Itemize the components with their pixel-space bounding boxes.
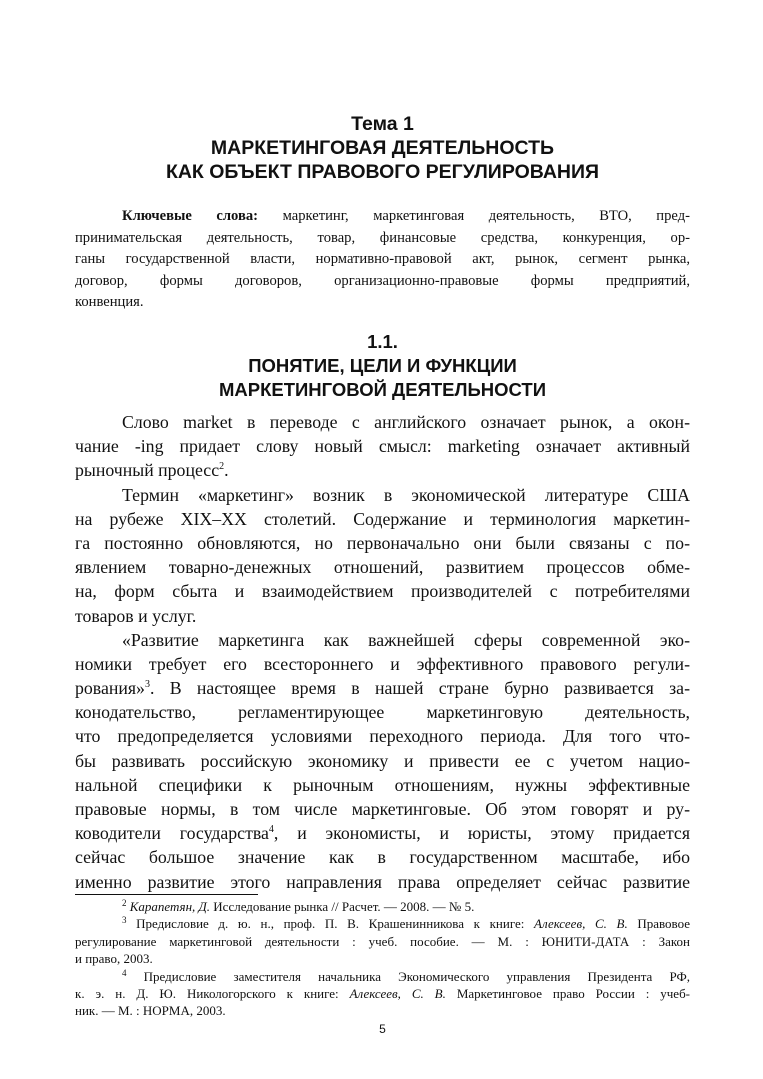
- paragraph-line: га постоянно обновляются, но первоначально они были связаны с по-: [75, 532, 690, 553]
- paragraph-line: на рубеже XIX–XX столетий. Содержание и терминология маркетин-: [75, 508, 690, 529]
- section-heading: [75, 330, 690, 402]
- topic-title-line-1: МАРКЕТИНГОВАЯ ДЕЯТЕЛЬНОСТЬ: [210, 137, 555, 159]
- paragraph-line: чание -ing придает слову новый смысл: marketing означает активный: [75, 436, 690, 457]
- section-title-line-2: МАРКЕТИНГОВОЙ ДЕЯТЕЛЬНОСТИ: [218, 379, 547, 400]
- paragraph-line: рыночный процесс$^2$.: [75, 460, 229, 481]
- paragraph-line: явлением товарно-денежных отношений, развитием процессов обме-: [75, 557, 690, 578]
- body-text: [75, 410, 690, 894]
- paragraph-line: Термин «маркетинг» возник в экономической литературе США: [122, 484, 690, 505]
- footnote-3-line: и право, 2003.: [75, 951, 153, 967]
- keywords-line: договор, формы договоров, организационно-правовые формы предприятий,: [75, 272, 690, 289]
- footnotes: [75, 898, 690, 1020]
- section-number: 1.1.: [367, 331, 398, 352]
- keywords-line: конвенция.: [75, 294, 144, 310]
- paragraph-line: сейчас большое значение как в государственном масштабе, ибо: [75, 847, 690, 868]
- paragraph-line: конодательство, регламентирующее маркетинговую деятельность,: [75, 702, 690, 723]
- footnote-2: $^2$ Карапетян, Д. Исследование рынка // Расчет. — 2008. — № 5.: [122, 898, 475, 914]
- footnote-3-line: регулирование маркетинговой деятельности : учеб. пособие. — М. : ЮНИТИ-ДАТА : Закон: [75, 933, 690, 949]
- footnote-4-line: к. э. н. Д. Ю. Никологорского к книге: Алексеев, С. В. Маркетинговое право России : учеб-: [75, 985, 691, 1001]
- keywords-line: ганы государственной власти, нормативно-правовой акт, рынок, сегмент рынка,: [75, 251, 690, 267]
- paragraph-line: бы развивать российскую экономику и привести ее с учетом нацио-: [75, 750, 690, 771]
- topic-heading: [75, 112, 690, 184]
- paragraph-line: рования»$^3$. В настоящее время в нашей стране бурно развивается за-: [75, 678, 690, 699]
- footnote-ref-2[interactable]: 2: [219, 461, 225, 473]
- footnote-4-line: ник. — М. : НОРМА, 2003.: [75, 1003, 226, 1019]
- keywords-block: [75, 206, 690, 314]
- paragraph-line: товаров и услуг.: [75, 605, 197, 626]
- topic-number: Тема 1: [351, 113, 414, 135]
- paragraph-line: «Развитие маркетинга как важнейшей сферы современной эко-: [122, 629, 690, 650]
- paragraph-line: Слово market в переводе с английского означает рынок, а окон-: [122, 412, 690, 432]
- footnote-ref-4[interactable]: 4: [268, 824, 274, 836]
- paragraph-line: правовые нормы, в том числе маркетинговые. Об этом говорят и ру-: [75, 799, 690, 819]
- topic-title-line-2: КАК ОБЪЕКТ ПРАВОВОГО РЕГУЛИРОВАНИЯ: [165, 161, 600, 183]
- paragraph-line: нальной специфики к рыночным отношениям, нужны эффективные: [75, 774, 690, 795]
- footnote-3: $^3$ Предисловие д. ю. н., проф. П. В. Крашенинникова к книге: Алексеев, С. В. Правовое: [122, 915, 691, 932]
- keywords-line: принимательская деятельность, товар, финансовые средства, конкуренция, ор-: [75, 229, 690, 246]
- footnote-4: $^4$ Предисловие заместителя начальника Экономического управления Президента РФ,: [122, 967, 690, 984]
- keywords-line: Ключевые слова: маркетинг, маркетинговая деятельность, ВТО, пред-: [122, 208, 690, 224]
- paragraph-line: что предопределяется условиями переходного периода. Для того что-: [75, 726, 690, 747]
- footnote-divider: [75, 894, 258, 895]
- footnote-ref-3[interactable]: 3: [144, 679, 150, 691]
- paragraph-line: номики требует его всестороннего и эффективного правового регули-: [75, 653, 690, 674]
- page-number: 5: [379, 1022, 386, 1036]
- paragraph-line: ководители государства$^4$, и экономисты, и юристы, этому придается: [75, 823, 691, 844]
- keywords-label: Ключевые слова:: [122, 208, 259, 224]
- section-title-line-1: ПОНЯТИЕ, ЦЕЛИ И ФУНКЦИИ: [248, 355, 517, 376]
- book-page: [75, 0, 690, 1079]
- paragraph-line: на, форм сбыта и взаимодействием производителей с потребителями: [75, 581, 690, 602]
- paragraph-line: именно развитие этого направления права определяет сейчас развитие: [75, 871, 690, 892]
